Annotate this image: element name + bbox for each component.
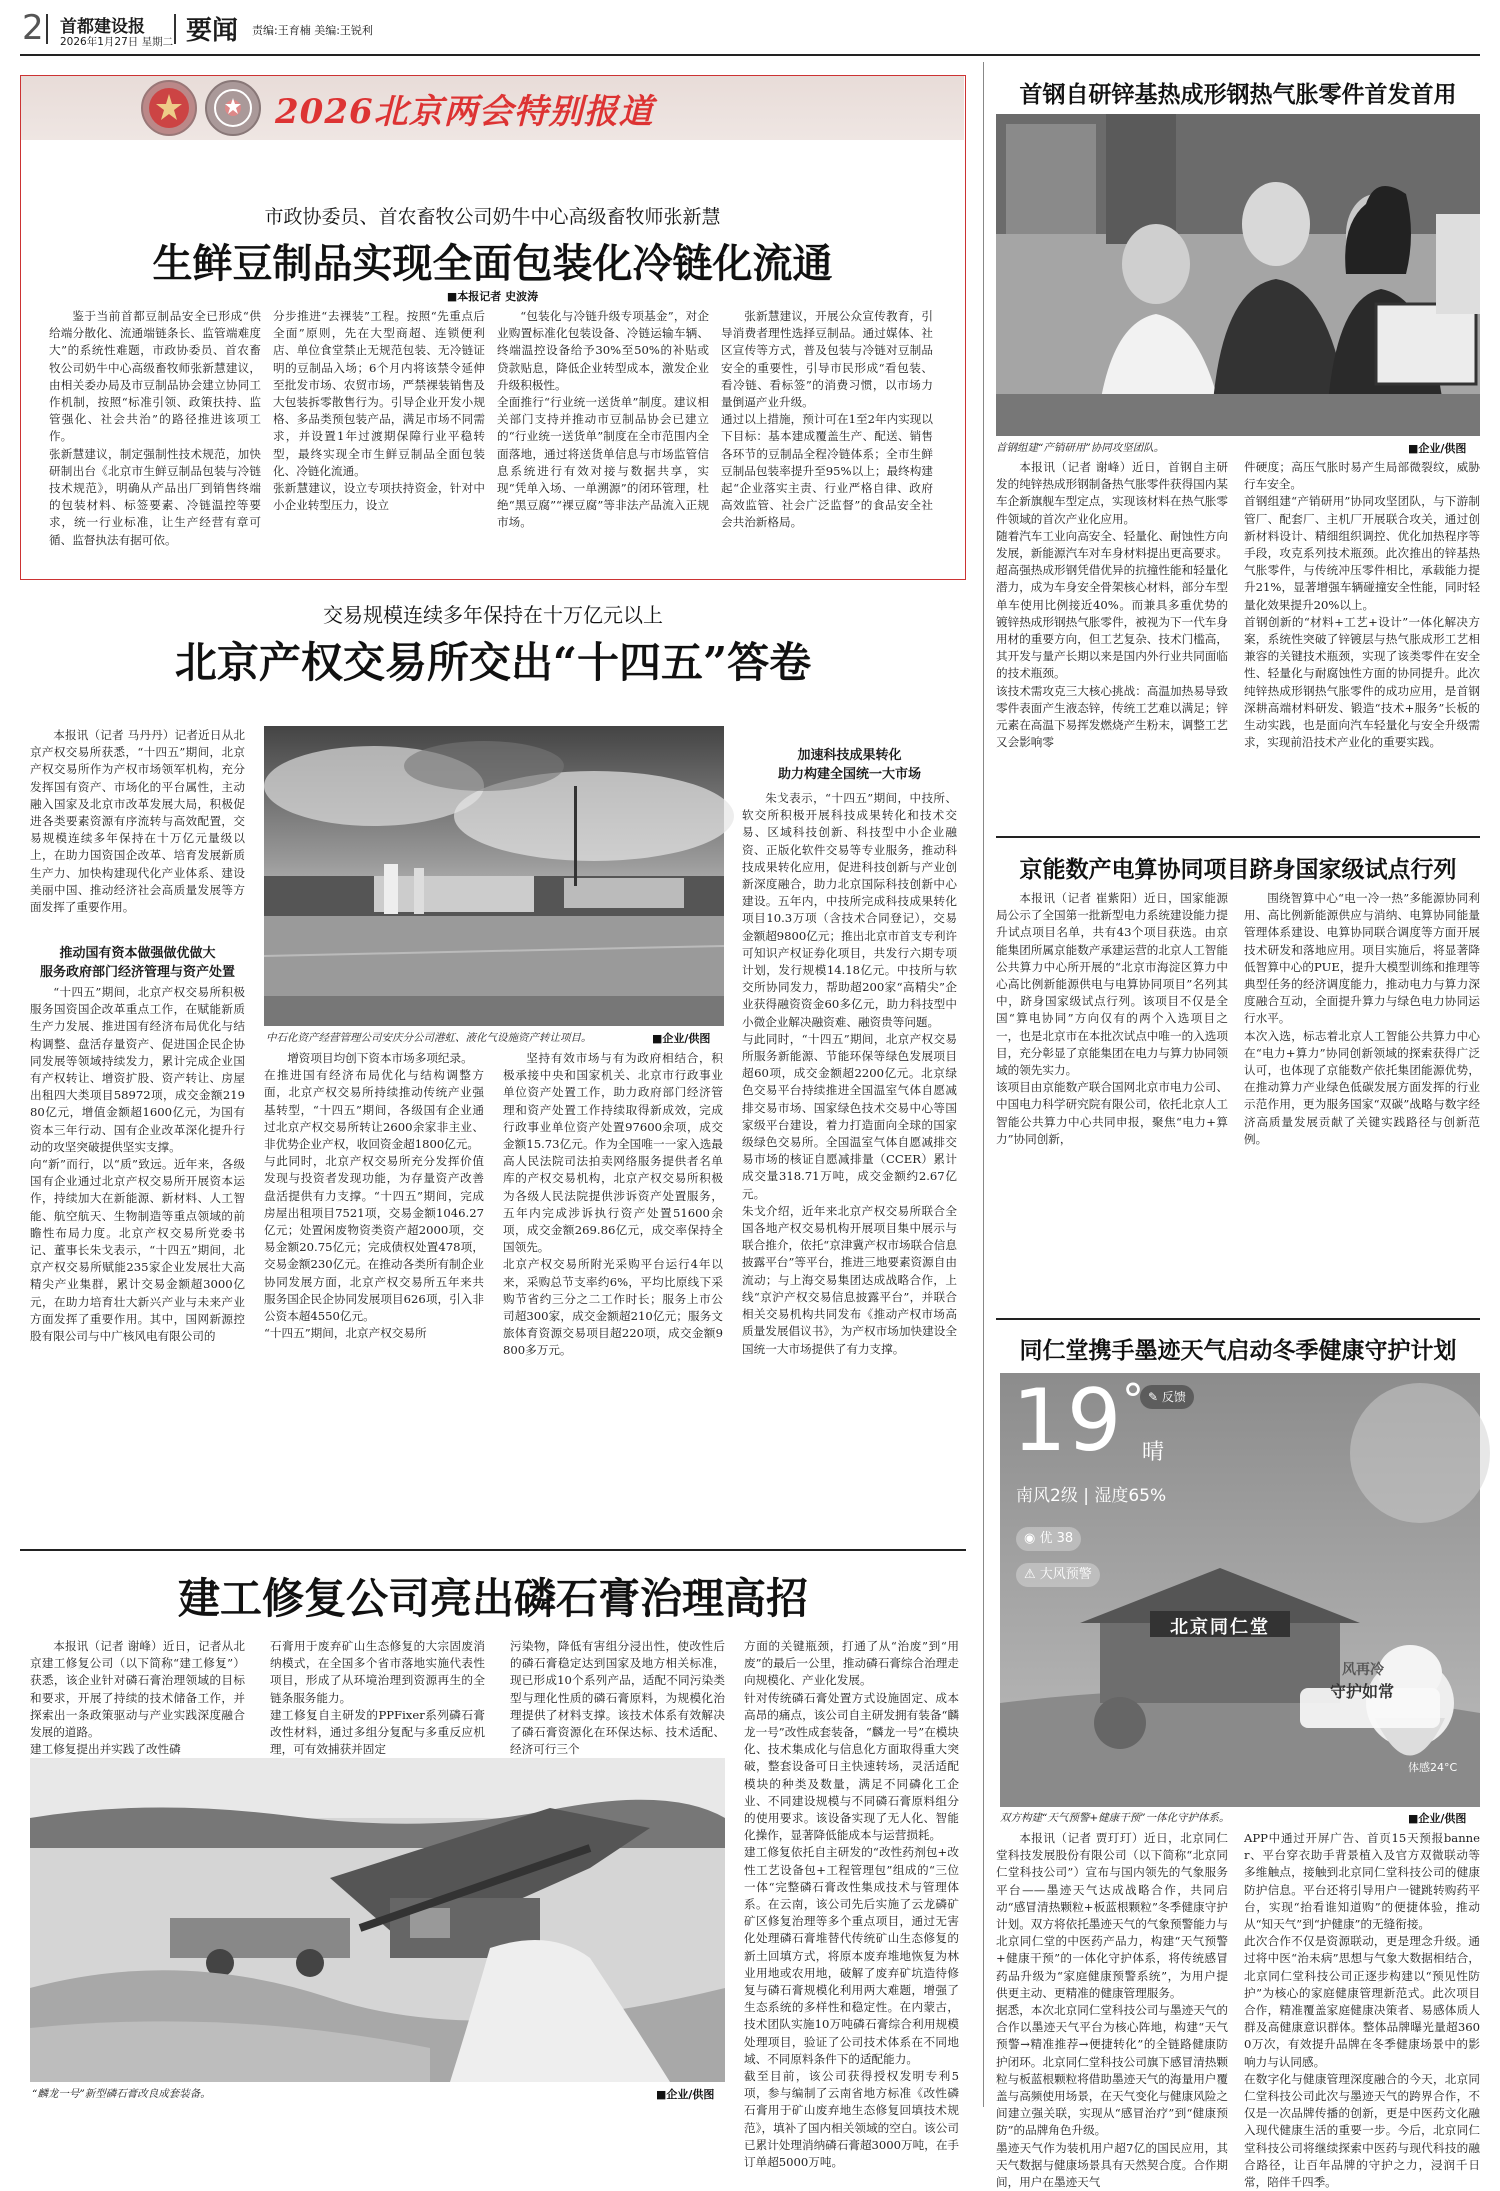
a6-col1 [30, 1638, 245, 1757]
a2-col1b [30, 984, 245, 1539]
a6-col3-text: 污染物，降低有害组分浸出性，使改性后的磷石膏稳定达到国家及地方相关标准，现已形成10个系列产品，适配不同污染类型与理化性质的磷石膏原料，为规模化治理提供了材料支撑。该技术体系有效解决了磷石膏资源化在环保达标、技术适配、经济可行三个 [510, 1639, 725, 1757]
a6-col4-text: 方面的关键瓶颈，打通了从“治废”到“用废”的最后一公里，推动磷石膏综合治理走向规模化、产业化发展。 针对传统磷石膏处置方式设施固定、成本高昂的痛点，该公司自主研发拥有装备“麟龙一号”改性成套装备，“麟龙一号”在模块化、技术集成化与信息化方面取得重大突破，整套设备可日主快速转场，灵活适配模块的种类及数量，满足不同磷化工企业、不同建设规模与不同磷石膏原料组分的使用要求。该设备实现了无人化、智能化操作，显著降低能成本与运营损耗。 建工修复依托自主研发的“改性药剂包+改性工艺设备包+工程管理包”组成的“三位一体“完整磷石膏改性集成技术与管理体系。在云南，该公司先后实施了云龙磷矿矿区修复治理等多个重点项目，通过无害化处理磷石膏堆替代传统矿山生态修复的新土回填方式，将原本废弃堆地恢复为林业用地或农用地，破解了废弃矿坑造待修复与磷石膏规模化利用两大难题，增强了生态系统的多样性和稳定性。在内蒙古，技术团队实施10万吨磷石膏综合利用规模处理项目，验证了公司技术体系在不同地域、不同原料条件下的适配能力。 截至目前，该公司获得授权发明专利5项，参与编制了云南省地方标准《改性磷石膏用于矿山废弃地生态修复回填技术规范》，填补了国内相关领域的空白。该公司已累计处理消纳磷石膏超3000万吨，在手订单超5000万吨。 [744, 1639, 960, 2170]
a5-col1 [996, 1830, 1228, 2190]
alert-badge[interactable] [1016, 1563, 1100, 1587]
a3-headline: 首钢自研锌基热成形钢热气胀零件首发首用 [1019, 81, 1457, 108]
mascot-bubble: 风再冷 [1342, 1662, 1384, 1678]
masthead-divider [46, 14, 48, 44]
weather-degree: ° [1122, 1375, 1144, 1426]
a2-col3b-text: 坚持有效市场与有为政府相结合，积极承接中央和国家机关、北京市行政事业单位资产处置工作，助力政府部门经济管理和资产处置工作持续取得新成效，完成行政事业单位资产处置97600余项，成交金额15.73亿元。作为全国唯一一家入选最高人民法院司法拍卖网络服务提供者名单库的产权交易机构，北京产权交易所积极为各级人民法院提供涉诉资产处置服务，五年内完成涉诉执行资产处置51600余项，成交金额269.86亿元，成交率保持全国领先。 北京产权交易所附光采购平台运行4年以来，采购总节支率约6%，平均比原线下采购节省约三分之二工作时长；服务上市公司超300家，成交金额超210亿元；服务文旅体育资源交易项目超220项，成交金额9800多万元。 [503, 1051, 723, 1358]
a4-col1-text: 本报讯（记者 崔紫阳）近日，国家能源局公示了全国第一批新型电力系统建设能力提升试点项目名单，共有43个项目获选。由京能集团所属京能数产承建运营的北京人工智能公共算力中心所开展的“北京市海淀区算力中心高比例新能源供电与电算协同项目”名列其中，跻身国家级试点行列。该项目不仅是全国“算电协同”方向仅有的两个入选项目之一，也是北京市在本批次试点中唯一的入选项目，充分彰显了京能集团在电力与算力协同领域的领先实力。 该项目由京能数产联合国网北京市电力公司、中国电力科学研究院有限公司，依托北京人工智能公共算力中心共同申报，聚焦“电力+算力”协同创新， [996, 891, 1228, 1146]
masthead-rule [20, 54, 1480, 56]
a2-col2b-text: 增资项目均创下资本市场多项纪录。 在推进国有经济布局优化与结构调整方面，北京产权交易所持续推动传统产业强基转型，“十四五”期间，各级国有企业通过北京产权交易所转让2600余家非主业、非优势企业产权，收回资金超1800亿元。 与此同时，北京产权交易所充分发挥价值发现与投资者发现功能，为存量资产改善盘活提供有力支撑。“十四五”期间，完成房屋出租项目7521项，交易金额1046.27亿元；处置闲废物资类资产超2000项，交易金额20.75亿元；完成债权处置478项，交易金额230亿元。在推动各类所有制企业协同发展方面，北京产权交易所五年来共服务国企民企协同发展项目626项，引入非公资本超4550亿元。 “十四五”期间，北京产权交易所 [264, 1051, 484, 1341]
a3-photo-credit: ■企业/供图 [1408, 442, 1467, 455]
a3-col1 [996, 459, 1228, 816]
a2-subhead-1: 推动国有资本做强做优做大 服务政府部门经济管理与资产处置 [39, 946, 235, 980]
a4-col2-text: 围绕智算中心“电一冷一热”多能源协同利用、高比例新能源供应与消纳、电算协同能量管理体系建设、电算协同联合调度等方面开展技术研发和落地应用。项目实施后，将显著降低智算中心的PUE，提升大模型训练和推理等典型任务的经济调度能力，推动电力与算力深度融合互动，全面提升算力与绿色电力协同运行水平。 本次入选，标志着北京人工智能公共算力中心在“电力+算力”协同创新领域的探索获得广泛认可，也体现了京能数产依托集团能源优势，在推动算力产业绿色低碳发展方面发挥的行业示范作用，更为服务国家“双碳”战略与数字经济高质量发展贡献了关键实践路径与创新范例。 [1244, 891, 1480, 1146]
a6-headline: 建工修复公司亮出磷石膏治理高招 [177, 1574, 808, 1623]
feels-like: 体感24°C [1408, 1761, 1458, 1774]
a6-photo-credit: ■企业/供图 [656, 2088, 715, 2101]
a2-photo-caption: 中石化资产经营管理公司安庆分公司港虹、液化气设施资产转让项目。 [266, 1032, 592, 1044]
a1-col1-text: 鉴于当前首都豆制品安全已形成“供给端分散化、流通端链条长、监管端难度大”的系统性难题，市政协委员、首农畜牧公司奶牛中心高级畜牧师张新慧建议，由相关委办局及市豆制品协会建立协同工作机制，按照“标准引领、政策扶持、监管强化、社会共治”的路径推进该项工作。 张新慧建议，制定强制性技术规范，加快研制出台《北京市生鲜豆制品包装与冷链技术规范》，明确从产品出厂到销售终端的包装材料、标签要素、冷链温控等要求，统一行业标准，让生产经营有章可循、监督执法有据可依。 [49, 309, 261, 547]
a1-col4 [721, 308, 933, 570]
leaf-icon: ◉ [1024, 1531, 1036, 1546]
a3-photo-illustration [996, 114, 1480, 436]
banner-title: 2026北京两会特别报道 [275, 92, 654, 132]
wind-humidity: 南风2级 | 湿度65% [1016, 1486, 1167, 1506]
a2-col1b-text: “十四五”期间，北京产权交易所积极服务国资国企改革重点工作，在赋能新质生产力发展、推进国有经济布局优化与结构调整、盘活存量资产、促进国企民企协同发展等领域持续发力，累计完成企业国有产权转让、增资扩股、资产转让、房屋出租四大类项目58972项，成交金额21980亿元，增值金额超1600亿元，为国有资本三年行动、国有企业改革深化提升行动的攻坚突破提供坚实支撑。 向“新”而行，以“质”致远。近年来，各级国有企业通过北京产权交易所开展资本运作，持续加大在新能源、新材料、人工智能、航空航天、生物制造等重点领域的前瞻性布局力度。北京产权交易所党委书记、董事长朱戈表示，“十四五”期间，北京产权交易所赋能235家企业发展壮大高精尖产业集群，累计交易金额超3000亿元，在助力培育壮大新兴产业与未来产业方面发挥了重要作用。其中，国网新源控股有限公司与中广核风电有限公司的 [30, 985, 245, 1344]
a2-col2b [264, 1050, 484, 1539]
a2-kicker: 交易规模连续多年保持在十万亿元以上 [323, 603, 663, 627]
a1-col4-text: 张新慧建议，开展公众宣传教育，引导消费者理性选择豆制品。通过媒体、社区宣传等方式，普及包装与冷链对豆制品安全的重要性，引导市民形成“看包装、看冷链、看标签”的消费习惯，以市场力量倒逼产业升级。 通过以上措施，预计可在1至2年内实现以下目标：基本建成覆盖生产、配送、销售各环节的豆制品全程冷链体系；全市生鲜豆制品包装率提升至95%以上；最终构建起“企业落实主责、行业严格自律、政府高效监管、社会广泛监督”的食品安全社会共治新格局。 [721, 309, 933, 530]
a6-photo-caption: “麟龙一号”新型磷石膏改良成套装备。 [32, 2088, 211, 2100]
a2-photo-illustration [264, 726, 724, 1026]
editors: 责编:王育楠 美编:王锐利 [252, 24, 373, 37]
a3-col1-text: 本报讯（记者 谢峰）近日，首钢自主研发的纯锌热成形钢制备热气胀零件获得国内某车企新旗舰车型定点，实现该材料在热气胀零件领域的首次产业化应用。 随着汽车工业向高安全、轻量化、耐蚀性方向发展，新能源汽车对车身材料提出更高要求。超高强热成形钢凭借优异的抗撞性能和轻量化潜力，成为车身安全骨架核心材料，部分车型单车使用比例接近40%。而兼具多重优势的镀锌热成形钢热气胀零件，被视为下一代车身用材的重要方向，但工艺复杂、技术门槛高，其开发与量产长期以来是国内外行业共同面临的技术瓶颈。 该技术需攻克三大核心挑战：高温加热易导致零件表面产生液态锌，传统工艺难以满足；锌元素在高温下易挥发燃烧产生粉末，调整工艺又会影响零 [996, 460, 1228, 750]
a6-col1-text: 本报讯（记者 谢峰）近日，记者从北京建工修复公司（以下简称“建工修复”）获悉，该企业针对磷石膏治理领域的目标和要求，开展了持续的技术储备工作，并探索出一条政策驱动与产业实践深度融合发展的道路。 建工修复提出并实践了改性磷 [30, 1639, 245, 1757]
banner [21, 76, 964, 140]
feedback-label: 反馈 [1161, 1390, 1186, 1404]
a5-photo-credit: ■企业/供图 [1408, 1812, 1467, 1825]
aqi-badge[interactable] [1016, 1527, 1081, 1551]
a2-col4-text: 朱戈表示，“十四五”期间，中技所、软交所积极开展科技成果转化和技术交易、区域科技创新、科技型中小企业融资、正版化软件交易等专业服务，推动科技成果转化应用，促进科技创新与产业创新深度融合，助力北京国际科技创新中心建设。五年内，中技所完成科技成果转化项目10.3万项（含技术合同登记），交易金额超9800亿元；推出北京市首支专利许可知识产权证券化项目，共发行六期专项计划，发行规模14.18亿元。中技所与软交所协同发力，帮助超200家“高精尖”企业获得融资资金60多亿元，助力科技型中小微企业解决融资难、融资贵等问题。 与此同时，“十四五”期间，北京产权交易所服务新能源、节能环保等绿色发展项目超60项，成交金额超2200亿元。北京绿色交易平台持续推进全国温室气体自愿减排交易市场、国家绿色技术交易中心等国家级平台建设，着力打造面向全球的国家级绿色交易所。全国温室气体自愿减排交易市场的核证自愿减排量（CCER）累计成交量318.71万吨，成交金额约2.67亿元。 朱戈介绍，近年来北京产权交易所联合全国各地产权交易机构开展项目集中展示与联合推介，依托“京津冀产权市场联合信息披露平台”等平台，推进三地要素资源自由流动；与上海交易集团达成战略合作，上线“京沪产权交易信息披露平台”，并联合相关交易机构共同发布《推动产权市场高质量发展倡议书》，为产权市场加快建设全国统一大市场提供了有力支撑。 [742, 791, 958, 1356]
aqi-value: 优 38 [1039, 1531, 1074, 1546]
a5-photo [1000, 1373, 1480, 1807]
national-emblem [141, 80, 197, 136]
a2-photo [264, 726, 724, 1026]
paper-name: 首都建设报 [60, 17, 145, 37]
article-lianghui [20, 75, 966, 580]
section-rule [996, 1318, 1480, 1320]
a5-col1-text: 本报讯（记者 贾玎玎）近日，北京同仁堂科技发展股份有限公司（以下简称“北京同仁堂科技公司”）宣布与国内领先的气象服务平台——墨迹天气达成战略合作，共同启动“感冒清热颗粒+板蓝根颗粒”冬季健康守护计划。双方将依托墨迹天气的气象预警能力与北京同仁堂的中医药产品力，构建“天气预警+健康干预”的一体化守护体系，将传统感冒药品升级为“家庭健康预警系统”，为用户提供更主动、更精准的健康管理服务。 据悉，本次北京同仁堂科技公司与墨迹天气的合作以墨迹天气平台为核心阵地，构建“天气预警→精准推荐→便捷转化”的全链路健康防护闭环。北京同仁堂科技公司旗下感冒清热颗粒与板蓝根颗粒将借助墨迹天气的海量用户覆盖与高频使用场景，在天气变化与健康风险之间建立强关联，实现从“感冒治疗”到“健康预防”的品牌角色升级。 墨迹天气作为装机用户超7亿的国民应用，其天气数据与健康场景具有天然契合度。合作期间，用户在墨迹天气 [996, 1831, 1228, 2190]
page-number: 2 [22, 8, 44, 48]
store-sign: 北京同仁堂 [1170, 1617, 1270, 1638]
issue-date: 2026年1月27日 星期二 [60, 36, 174, 48]
section-name: 要闻 [186, 16, 239, 46]
a1-col2-text: 分步推进“去裸装”工程。按照“先重点后全面”原则，先在大型商超、连锁便利店、单位食堂禁止无规范包装、无冷链证明的豆制品入场；6个月内将该禁令延伸至批发市场、农贸市场，严禁裸装销售及大包装拆零散售行为。引导企业开发小规格、多品类预包装产品，满足市场不同需求，并设置1年过渡期保障行业平稳转型，最终实现全市生鲜豆制品全面包装化、冷链化流通。 张新慧建议，设立专项扶持资金，针对中小企业转型压力，设立 [273, 309, 485, 513]
a4-col2 [1244, 890, 1480, 1298]
a5-photo-caption: 双方构建“天气预警+健康干预”一体化守护体系。 [1000, 1812, 1230, 1824]
a5-col2-text: APP中通过开屏广告、首页15天预报banner、平台穿衣助手背景植入及官方双微联动等多维触点，接触到北京同仁堂科技公司的健康防护信息。平台还将引导用户一键跳转购药平台，实现“抬看谁知道购”的便捷体验，推动从“知天气”到“护健康”的无缝衔接。 此次合作不仅是资源联动，更是理念升级。通过将中医“治未病”思想与气象大数据相结合，北京同仁堂科技公司正逐步构建以“预见性防护”为核心的家庭健康管理新范式。此次项目合作，精准覆盖家庭健康决策者、易感体质人群及高健康意识群体。整体品牌曝光量超3600万次，有效提升品牌在冬季健康场景中的影响力与认同感。 在数字化与健康管理深度融合的今天，北京同仁堂科技公司此次与墨迹天气的跨界合作，不仅是一次品牌传播的创新，更是中医药文化融入现代健康生活的重要一步。今后，北京同仁堂科技公司将继续探索中医药与现代科技的融合路径，让百年品牌的守护之力，浸润千日常，陪伴千四季。 [1244, 1831, 1480, 2190]
column-divider [983, 62, 984, 2107]
mascot-bubble-2: 守护如常 [1330, 1682, 1395, 1701]
masthead-divider [174, 14, 176, 44]
a1-col2 [273, 308, 485, 570]
a1-col3-text: “包装化与冷链升级专项基金”，对企业购置标准化包装设备、冷链运输车辆、终端温控设备给予30%至50%的补贴或贷款贴息，降低企业转型成本，激发企业升级积极性。 全面推行“行业统一送货单”制度。建议相关部门支持并推动市豆制品协会已建立的“行业统一送货单”制度在全市范围内全面落地，通过将送货单信息与市场监管信息系统进行有效对接与数据共享，实现“凭单入场、一单溯源”的闭环管理，杜绝“黑豆腐”“裸豆腐”等非法产品流入正规市场。 [497, 309, 709, 530]
wind-warning-icon: ⚠ [1024, 1567, 1036, 1582]
weather-temp: 19 [1012, 1371, 1122, 1471]
a6-col4 [744, 1638, 960, 2170]
a3-col2-text: 件硬度；高压气胀时易产生局部微裂纹，威胁行车安全。 首钢组建“产销研用”协同攻坚团队，与下游制管厂、配套厂、主机厂开展联合攻关，通过创新材料设计、精细组织调控、优化加热程序等手段，攻克系列技术瓶颈。此次推出的锌基热气胀零件，与传统冲压零件相比，承载能力提升21%，显著增强车辆碰撞安全性能，同时轻量化效果提升20%以上。 首钢创新的“材料+工艺+设计”一体化解决方案，系统性突破了锌镀层与热气胀成形工艺相兼容的关键技术瓶颈，实现了该类零件在安全性、轻量化与耐腐蚀性方面的协同提升。此次纯锌热成形钢热气胀零件的成功应用，是首钢深耕高端材料研发、锻造“技术+服务”长板的生动实践，也是面向汽车轻量化与安全升级需求，实现前沿技术产业化的重要实践。 [1244, 460, 1480, 750]
a1-col3 [497, 308, 709, 570]
masthead [20, 10, 1480, 50]
cppcc-emblem [205, 80, 261, 136]
a2-col4 [742, 790, 957, 1539]
a4-col1 [996, 890, 1228, 1298]
weather-condition: 晴 [1142, 1440, 1165, 1465]
a2-subhead-2: 加速科技成果转化 助力构建全国统一大市场 [777, 748, 921, 782]
a1-col1 [49, 308, 261, 570]
a2-col1a [30, 727, 245, 934]
a2-headline: 北京产权交易所交出“十四五”答卷 [174, 638, 812, 687]
feedback-button[interactable] [1140, 1385, 1194, 1409]
a6-photo [30, 1758, 725, 2082]
a6-col2 [270, 1638, 485, 1757]
a1-kicker: 市政协委员、首农畜牧公司奶牛中心高级畜牧师张新慧 [264, 206, 721, 228]
a3-col2 [1244, 459, 1480, 816]
a2-photo-credit: ■企业/供图 [652, 1032, 711, 1045]
a4-headline: 京能数产电算协同项目跻身国家级试点行列 [1019, 856, 1457, 883]
a6-col2-text: 石膏用于废弃矿山生态修复的大宗固废消纳模式，在全国多个省市落地实施代表性项目，形成了从环境治理到资源再生的全链条服务能力。 建工修复自主研发的PPFixer系列磷石膏改性材料，通过多组分复配与多重反应机理，可有效捕获并固定 [270, 1639, 485, 1757]
alert-label: 大风预警 [1039, 1567, 1092, 1582]
section-rule [996, 836, 1480, 838]
a1-headline: 生鲜豆制品实现全面包装化冷链化流通 [152, 240, 833, 287]
a3-photo-caption: 首钢组建“产销研用”协同攻坚团队。 [996, 442, 1165, 454]
a3-photo [996, 114, 1480, 436]
a2-col1a-text: 本报讯（记者 马丹丹）记者近日从北京产权交易所获悉，“十四五”期间，北京产权交易所作为产权市场领军机构，充分发挥国有资产、市场化的平台属性，主动融入国家及北京市改革发展大局，积极促进各类要素资源有序流转与高效配置，交易规模连续多年保持在十万亿元量级以上，在助力国资国企改革、培育发展新质生产力、加快构建现代化产业体系、建设美丽中国、推动经济社会高质量发展等方面发挥了重要作用。 [30, 728, 245, 915]
a5-headline: 同仁堂携手墨迹天气启动冬季健康守护计划 [1019, 1337, 1457, 1364]
a5-col2 [1244, 1830, 1480, 2190]
a6-col3 [510, 1638, 725, 1757]
a6-photo-illustration [30, 1758, 725, 2082]
a1-byline: ■本报记者 史波涛 [446, 290, 539, 303]
section-rule [20, 1549, 966, 1551]
pencil-icon: ✎ [1148, 1390, 1159, 1404]
a2-col3b [503, 1050, 723, 1539]
